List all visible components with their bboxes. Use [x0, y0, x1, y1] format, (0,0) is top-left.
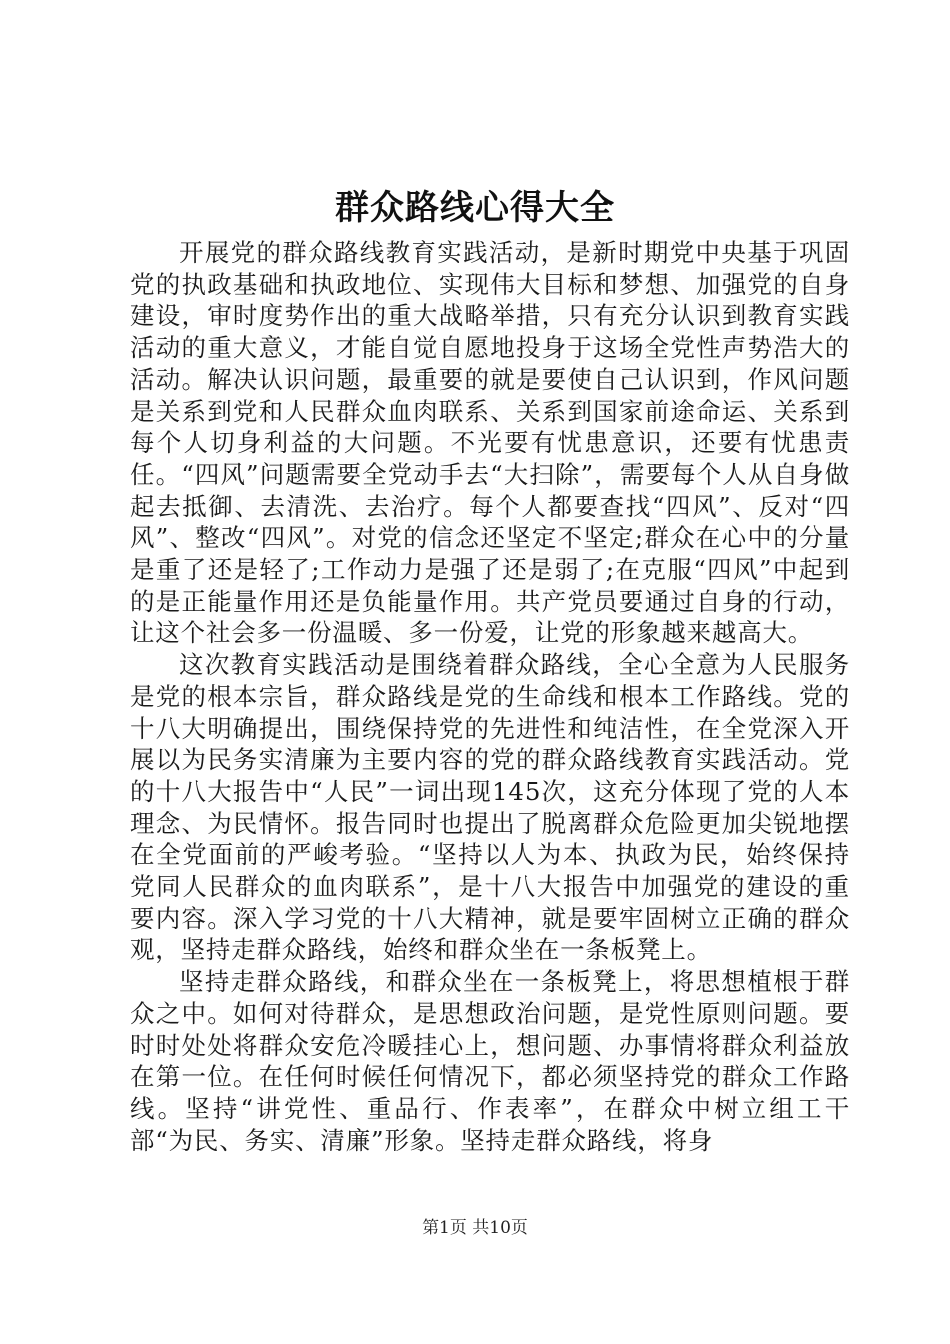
- paragraph-1: 开展党的群众路线教育实践活动，是新时期党中央基于巩固党的执政基础和执政地位、实现伟大目标和梦想、加强党的自身建设，审时度势作出的重大战略举措，只有充分认识到教育实践活动的重大意义，才能自觉自愿地投身于这场全党性声势浩大的活动。解决认识问题，最重要的就是要使自己认识到，作风问题是关系到党和人民群众血肉联系、关系到国家前途命运、关系到每个人切身利益的大问题。不光要有忧患意识，还要有忧患责任。“四风”问题需要全党动手去“大扫除”，需要每个人从自身做起去抵御、去清洗、去治疗。每个人都要查找“四风”、反对“四风”、整改“四风”。对党的信念还坚定不坚定;群众在心中的分量是重了还是轻了;工作动力是强了还是弱了;在克服“四风”中起到的是正能量作用还是负能量作用。共产党员要通过自身的行动，让这个社会多一份温暖、多一份爱，让党的形象越来越高大。: [130, 238, 850, 648]
- document-title: 群众路线心得大全: [335, 188, 615, 228]
- page-number-footer: 第1页 共10页: [422, 1218, 528, 1238]
- paragraph-3: 坚持走群众路线，和群众坐在一条板凳上，将思想植根于群众之中。如何对待群众，是思想政治问题，是党性原则问题。要时时处处将群众安危冷暖挂心上，想问题、办事情将群众利益放在第一位。在任何时候任何情况下，都必须坚持党的群众工作路线。坚持“讲党性、重品行、作表率”，在群众中树立组工干部“为民、务实、清廉”形象。坚持走群众路线，将身: [130, 967, 850, 1155]
- document-body: [130, 237, 850, 1156]
- paragraph-2: 这次教育实践活动是围绕着群众路线，全心全意为人民服务是党的根本宗旨，群众路线是党的生命线和根本工作路线。党的十八大明确提出，围绕保持党的先进性和纯洁性，在全党深入开展以为民务实清廉为主要内容的党的群众路线教育实践活动。党的十八大报告中“人民”一词出现145次，这充分体现了党的人本理念、为民情怀。报告同时也提出了脱离群众危险更加尖锐地摆在全党面前的严峻考验。“坚持以人为本、执政为民，始终保持党同人民群众的血肉联系”，是十八大报告中加强党的建设的重要内容。深入学习党的十八大精神，就是要牢固树立正确的群众观，坚持走群众路线，始终和群众坐在一条板凳上。: [130, 650, 850, 965]
